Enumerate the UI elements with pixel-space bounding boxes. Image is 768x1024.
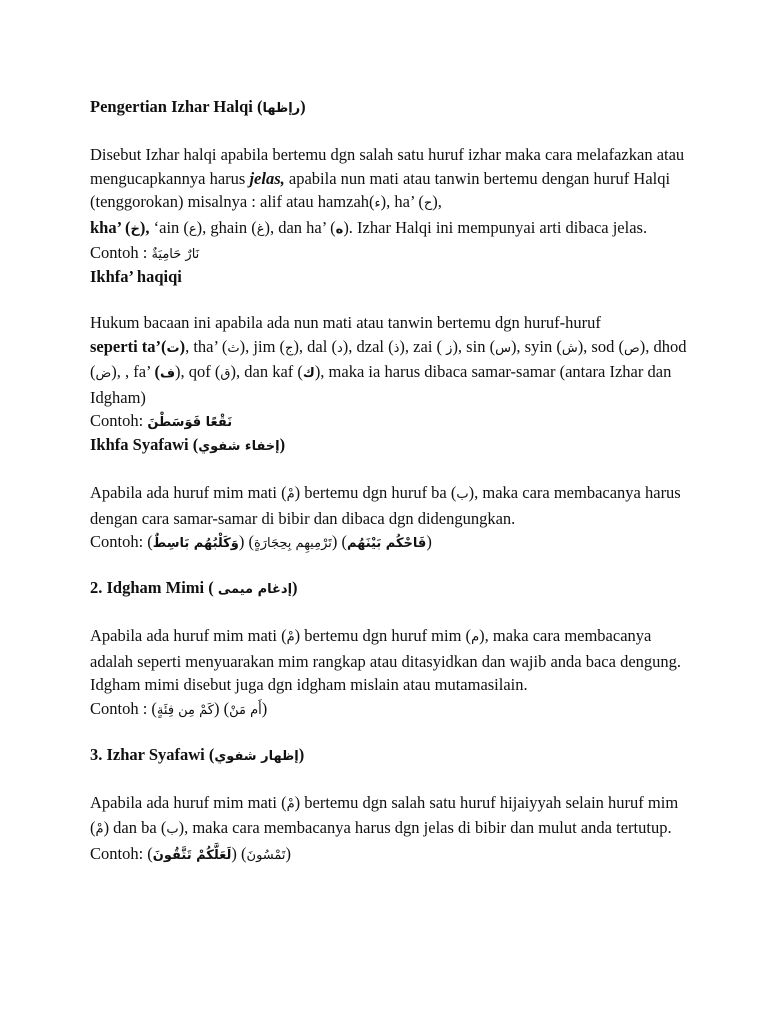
- arabic-letter: ز: [446, 340, 453, 356]
- heading-arabic: إظهار شفوي: [214, 748, 299, 764]
- arabic-letter: ث: [227, 340, 240, 356]
- para-text: ), syin (: [510, 336, 562, 356]
- arabic-letter: ك: [302, 366, 315, 381]
- para-text: Apabila ada huruf mim mati (: [90, 483, 287, 502]
- example-label: Contoh:: [90, 411, 148, 430]
- heading-arabic: إدغام ميمى: [217, 582, 293, 597]
- example-label: Contoh : (: [90, 698, 157, 718]
- para-text: ) bertemu dgn salah satu huruf hijaiyyah selain huruf mim (: [90, 792, 679, 837]
- para-text: ), , fa’: [111, 362, 155, 381]
- para-text: Disebut Izhar halqi apabila bertemu dgn salah satu huruf izhar maka cara melafazkan atau mengucapkannya harus: [90, 145, 685, 188]
- para-text: ), zai (: [399, 336, 447, 356]
- example-label: Contoh: (: [90, 532, 153, 551]
- arabic-letter: ج: [285, 340, 294, 356]
- arabic-letter: س: [495, 340, 511, 356]
- para-text: Apabila ada huruf mim mati (: [90, 626, 287, 645]
- example-separator: ) (: [238, 532, 254, 551]
- heading-text: 2. Idgham Mimi (: [90, 578, 218, 597]
- heading-text-end: ): [279, 435, 286, 454]
- arabic-letter: ع: [188, 221, 197, 237]
- arabic-letter: م: [471, 630, 480, 645]
- para-text: ), sin (: [452, 336, 496, 356]
- para-text: ), maka ia harus dibaca samar-samar (antara Izhar dan Idgham): [90, 362, 672, 407]
- example-arabic: تَرْمِيهِم بِحِجَارَةٍ: [253, 536, 332, 551]
- arabic-letter: ه: [335, 221, 344, 237]
- paren-open: (: [154, 362, 160, 381]
- arabic-letter: ق: [220, 366, 231, 381]
- para-text: ), dzal (: [342, 336, 394, 356]
- example-separator: ) (: [331, 532, 347, 551]
- heading-arabic: إخفاء شفوي: [198, 439, 280, 454]
- arabic-letter: مْ: [286, 630, 295, 645]
- para-text: ),: [432, 192, 442, 211]
- heading-text-end: ): [300, 97, 306, 116]
- para-text: ) bertemu dgn huruf mim (: [294, 626, 472, 645]
- paragraph-izhar-halqi: [90, 143, 690, 241]
- para-text: ), ha’ (: [380, 192, 424, 211]
- para-text: Apabila ada huruf mim mati (: [90, 792, 287, 812]
- arabic-letter: غ: [256, 221, 265, 237]
- arabic-letter: ح: [423, 196, 433, 211]
- example-end: ): [285, 843, 292, 863]
- para-text: ), dal (: [293, 336, 337, 356]
- para-text: ), maka cara membacanya harus dgn jelas di bibir dan mulut anda tertutup.: [178, 818, 672, 837]
- document-page: [90, 96, 690, 867]
- arabic-letter: ذ: [393, 340, 400, 356]
- example-separator: ) (: [231, 843, 247, 863]
- heading-text: Pengertian Izhar Halqi (: [90, 97, 263, 116]
- example-arabic: كَمْ مِن فِئَةٍ: [156, 702, 214, 718]
- heading-text-end: ): [292, 578, 298, 597]
- example-ikhfa-haqiqi: [90, 409, 690, 434]
- para-text: ), dan kaf (: [230, 362, 303, 381]
- para-text: ), sod (: [577, 336, 624, 356]
- example-arabic: لَعَلَّكُمْ تَتَّقُونَ: [152, 847, 232, 863]
- arabic-letter: مْ: [286, 487, 295, 502]
- example-arabic: فَاحْكُم بَيْنَهُم: [346, 536, 427, 551]
- arabic-letter: ء: [374, 196, 381, 211]
- arabic-letter: د: [336, 340, 343, 356]
- seperti-label: seperti ta’(: [90, 336, 167, 356]
- para-text: Hukum bacaan ini apabila ada nun mati atau tanwin bertemu dgn huruf-huruf: [90, 313, 601, 332]
- example-izhar-syafawi: [90, 842, 690, 867]
- arabic-letter: ت: [166, 340, 180, 356]
- para-text: , tha’ (: [185, 336, 228, 356]
- para-text: ), qof (: [175, 362, 221, 381]
- para-text: ‘ain (: [149, 217, 189, 237]
- arabic-letter: ف: [159, 366, 176, 381]
- para-text: ), jim (: [239, 336, 286, 356]
- arabic-letter: ص: [623, 340, 640, 356]
- kha-label-end: ),: [139, 217, 150, 237]
- heading-text: Ikhfa Syafawi (: [90, 435, 199, 454]
- heading-izhar-halqi: [90, 96, 690, 120]
- heading-text: 3. Izhar Syafawi (: [90, 744, 215, 764]
- para-text: ), maka cara membacanya adalah seperti menyuarakan mim rangkap atau ditasyidkan dan wajib anda baca dengung. Idgham mimi disebut juga dgn idgham mislain atau mutamasilain.: [90, 626, 682, 694]
- para-text: ), dhod (: [90, 336, 687, 381]
- paragraph-idgham-mimi: [90, 624, 690, 697]
- example-end: ): [426, 532, 432, 551]
- example-end: ): [261, 698, 268, 718]
- example-arabic: نَارٌ حَامِيَةٌ: [151, 247, 200, 262]
- emphasis-jelas: jelas,: [249, 168, 285, 188]
- arabic-letter: ض: [95, 366, 112, 381]
- example-ikhfa-syafawi: [90, 530, 690, 555]
- example-separator: ) (: [214, 698, 230, 718]
- arabic-letter: مْ: [95, 822, 104, 837]
- heading-text-end: ): [298, 744, 305, 764]
- heading-text: Ikhfa’ haqiqi: [90, 267, 182, 286]
- paragraph-izhar-syafawi: [90, 791, 690, 842]
- example-izhar-halqi: [90, 241, 690, 266]
- heading-ikhfa-syafawi: [90, 434, 690, 458]
- arabic-letter: خ: [130, 221, 140, 237]
- arabic-letter: ش: [561, 340, 578, 356]
- kha-label: kha’ (: [90, 217, 131, 237]
- arabic-letter: ب: [166, 822, 179, 837]
- example-arabic: نَقْعًا فَوَسَطْنَ: [147, 415, 233, 430]
- arabic-letter: مْ: [286, 796, 295, 812]
- para-text: ), maka cara membacanya harus dengan cara samar-samar di bibir dan dibaca dgn didengungkan.: [90, 483, 681, 528]
- paragraph-ikhfa-haqiqi: [90, 311, 690, 409]
- paragraph-ikhfa-syafawi: [90, 481, 690, 530]
- para-text: ), dan ha’ (: [264, 217, 336, 237]
- para-text: ). Izhar Halqi ini mempunyai arti dibaca jelas.: [343, 217, 648, 237]
- arabic-letter: ب: [456, 487, 469, 502]
- example-arabic: تَمْسُونَ: [246, 847, 286, 863]
- heading-arabic: رإظها: [262, 101, 301, 116]
- heading-izhar-syafawi: [90, 744, 690, 768]
- heading-ikhfa-haqiqi: [90, 266, 690, 288]
- para-text: ) bertemu dgn huruf ba (: [294, 483, 457, 502]
- example-arabic: وَكَلْبُهُم بَاسِطٌ: [152, 536, 239, 551]
- para-text: ), ghain (: [196, 217, 257, 237]
- para-text: ) dan ba (: [103, 818, 167, 837]
- example-arabic: أَم مَنْ: [229, 702, 262, 718]
- heading-idgham-mimi: [90, 577, 690, 601]
- example-label: Contoh: (: [90, 843, 153, 863]
- para-text: apabila nun mati atau tanwin bertemu dengan huruf Halqi (tenggorokan) misalnya : alif atau hamzah(: [90, 168, 671, 211]
- example-label: Contoh :: [90, 243, 152, 262]
- example-idgham-mimi: [90, 697, 690, 722]
- seperti-label-end: ): [179, 336, 186, 356]
